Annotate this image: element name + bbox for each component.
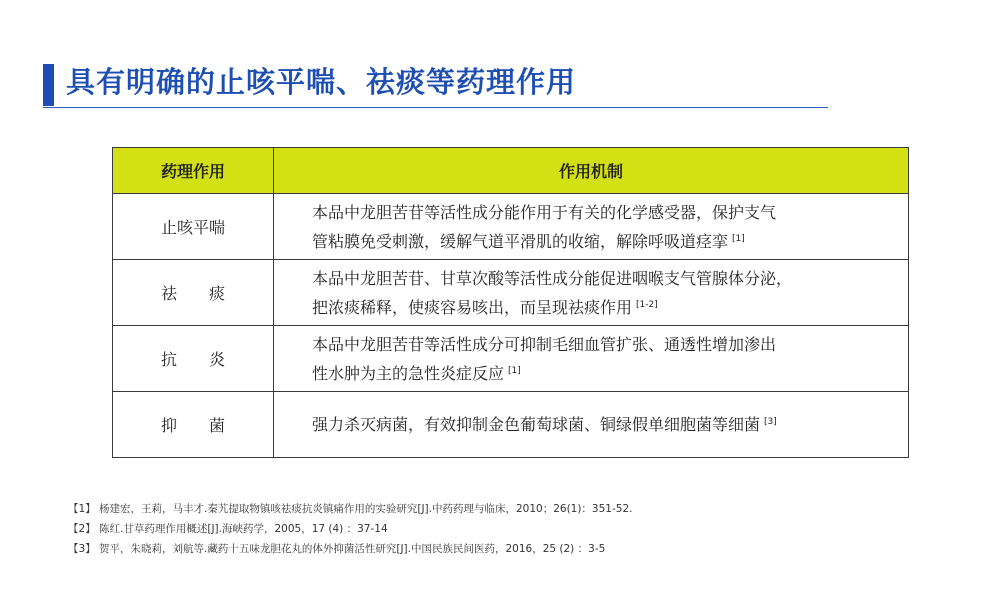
- effect-cell: 祛 痰: [113, 260, 274, 326]
- mechanism-line: [312, 293, 888, 322]
- references-list: [68, 499, 632, 559]
- mechanism-cell: [274, 260, 909, 326]
- page-title: 具有明确的止咳平喘、祛痰等药理作用: [66, 65, 577, 99]
- mechanism-line: [312, 410, 888, 439]
- reference-marker: [1-2]: [636, 299, 658, 310]
- table-row: [113, 326, 909, 392]
- effect-cell: 抑 菌: [113, 392, 274, 458]
- reference-item: 【2】 陈红.甘草药理作用概述[J].海峡药学，2005，17 (4) ：37-14: [68, 523, 388, 535]
- table-row: [113, 194, 909, 260]
- mechanism-text: 强力杀灭病菌，有效抑制金色葡萄球菌、铜绿假单细胞菌等细菌: [312, 415, 761, 434]
- mechanism-cell: [274, 326, 909, 392]
- table-row: [113, 260, 909, 326]
- effect-cell: 止咳平喘: [113, 194, 274, 260]
- reference-marker: [1]: [732, 233, 745, 244]
- mechanism-cell: [274, 194, 909, 260]
- mechanism-line: [312, 359, 888, 388]
- reference-marker: [3]: [764, 417, 777, 427]
- header-mechanism: 作用机制: [274, 148, 909, 194]
- reference-item: 【3】 贺平，朱晓莉，刘航等.藏药十五味龙胆花丸的体外抑菌活性研究[J].中国民族民间医药，2016，25 (2) ：3-5: [68, 543, 606, 555]
- table-header-row: [113, 148, 909, 194]
- title-accent-bar: [43, 64, 54, 106]
- title-underline: [43, 107, 828, 108]
- pharmacology-table: [112, 147, 909, 458]
- mechanism-text: 把浓痰稀释，使痰容易咳出，而呈现祛痰作用: [312, 297, 633, 317]
- mechanism-line: 本品中龙胆苦苷等活性成分能作用于有关的化学感受器，保护支气: [312, 202, 777, 222]
- mechanism-cell: [274, 392, 909, 458]
- reference-item: 【1】 杨建宏，王莉，马丰才.秦艽提取物镇咳祛痰抗炎镇痛作用的实验研究[J].中药药理与临床，2010；26(1)：351-52.: [68, 503, 633, 515]
- mechanism-text: 性水肿为主的急性炎症反应: [312, 363, 505, 383]
- table-row: [113, 392, 909, 458]
- header-effect: 药理作用: [113, 148, 274, 194]
- mechanism-text: 管粘膜免受刺激，缓解气道平滑肌的收缩，解除呼吸道痉挛: [312, 231, 729, 251]
- effect-cell: 抗 炎: [113, 326, 274, 392]
- reference-marker: [1]: [508, 365, 521, 376]
- mechanism-line: 本品中龙胆苦苷、甘草次酸等活性成分能促进咽喉支气管腺体分泌，: [312, 268, 793, 288]
- mechanism-line: [312, 227, 888, 256]
- mechanism-line: 本品中龙胆苦苷等活性成分可抑制毛细血管扩张、通透性增加渗出: [312, 334, 777, 354]
